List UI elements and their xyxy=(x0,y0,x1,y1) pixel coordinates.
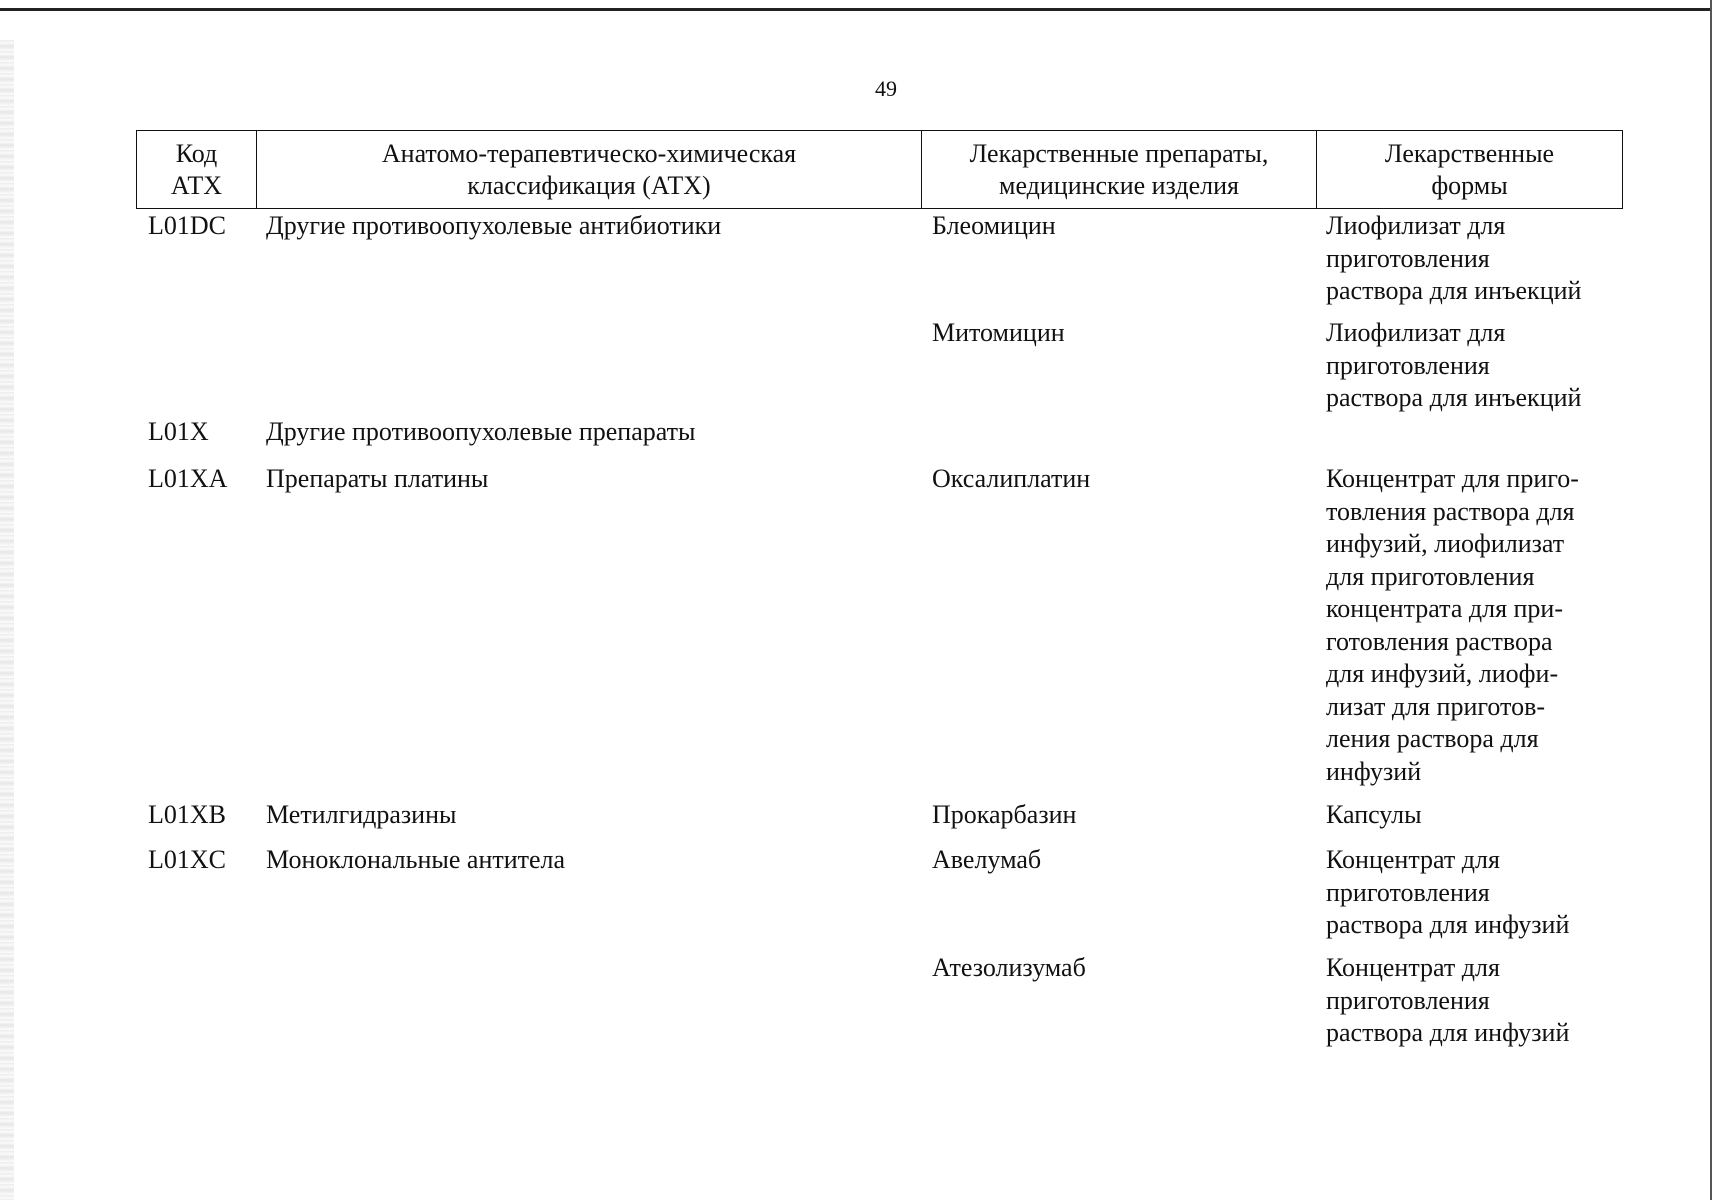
header-drugs: Лекарственные препараты, медицинские изделия xyxy=(922,131,1317,208)
row-form: Капсулы xyxy=(1326,800,1422,829)
header-classification: Анатомо-терапевтическо-химическая классификация (АТХ) xyxy=(257,131,922,208)
page-number: 49 xyxy=(875,76,897,101)
row-code: L01X xyxy=(148,417,209,446)
table-header xyxy=(136,130,1623,209)
row-classification: Метилгидразины xyxy=(266,800,457,829)
row-code: L01XC xyxy=(148,845,226,874)
row-form: Концентрат для приготовления раствора для инфузий xyxy=(1326,953,1570,1047)
scan-left-edge xyxy=(0,40,14,1200)
row-code: L01XA xyxy=(148,464,228,493)
row-drug: Атезолизумаб xyxy=(932,953,1086,982)
row-form: Лиофилизат для приготовления раствора для инъекций xyxy=(1326,211,1582,305)
row-drug: Блеомицин xyxy=(932,211,1056,240)
header-forms: Лекарственные формы xyxy=(1384,138,1555,200)
row-drug: Митомицин xyxy=(932,318,1065,347)
row-form: Лиофилизат для приготовления раствора для инъекций xyxy=(1326,318,1582,412)
row-code: L01XB xyxy=(148,800,226,829)
row-classification: Препараты платины xyxy=(266,464,489,493)
row-classification: Моноклональные антитела xyxy=(266,845,566,874)
header-code: Код АТХ xyxy=(137,131,257,208)
row-classification: Другие противоопухолевые антибиотики xyxy=(266,211,722,240)
top-scan-rule xyxy=(0,8,1712,11)
row-form: Концентрат для приго- товления раствора для инфузий, лиофилизат для приготовления концентрата для при- готовления раствора для инфузий, лиофи- лизат для приготов- ления раствора для инфузий xyxy=(1326,464,1579,786)
row-code: L01DC xyxy=(148,211,226,240)
row-classification: Другие противоопухолевые препараты xyxy=(266,417,696,446)
row-drug: Авелумаб xyxy=(932,845,1042,874)
row-form: Концентрат для приготовления раствора для инфузий xyxy=(1326,845,1570,939)
row-drug: Оксалиплатин xyxy=(932,464,1091,493)
row-drug: Прокарбазин xyxy=(932,800,1077,829)
